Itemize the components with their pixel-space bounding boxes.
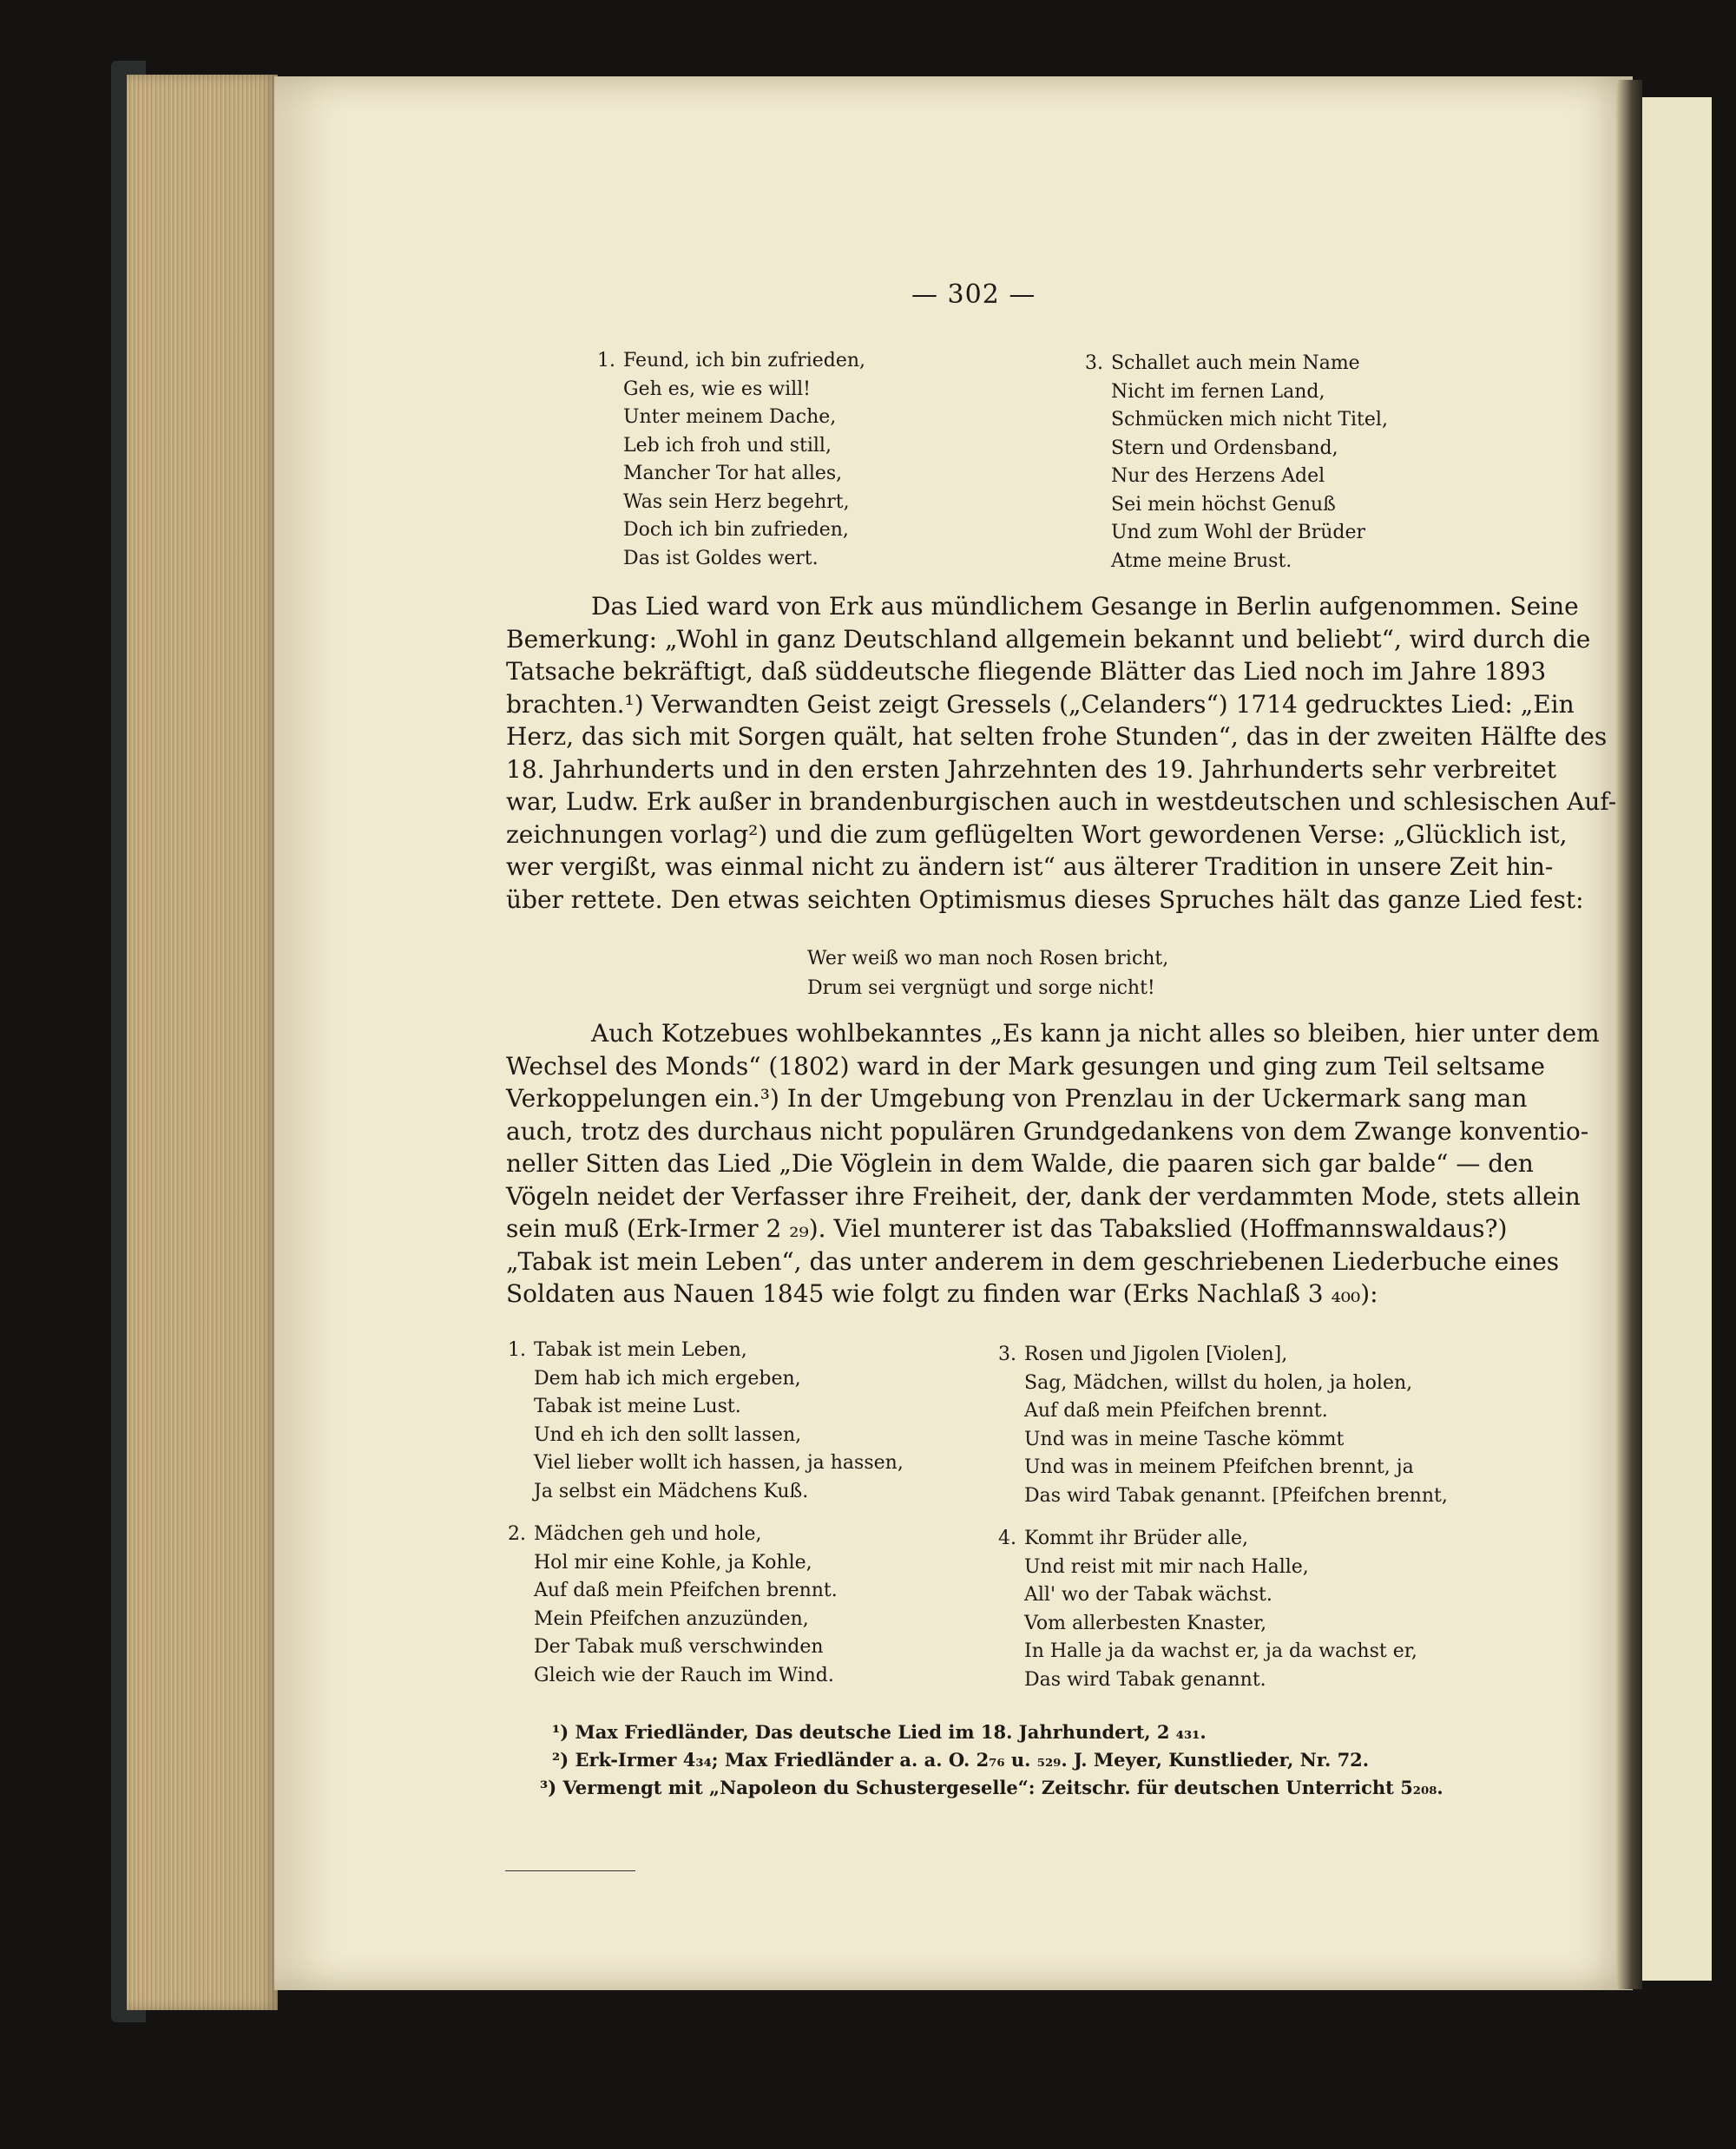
text-line: sein muß (Erk-Irmer 2 ₂₉). Viel munterer ist das Tabakslied (Hoffmannswaldaus?) (506, 1214, 1508, 1243)
footnote-2: ²) Erk-Irmer 4₃₄; Max Friedländer a. a. O. 2₇₆ u. ₅₂₉. J. Meyer, Kunstlieder, Nr. 72. (552, 1749, 1370, 1771)
verse-line: Sei mein höchst Genuß (1111, 493, 1336, 516)
page-edges (127, 75, 278, 2010)
text-line: „Tabak ist mein Leben“, das unter anderem in dem geschriebenen Liederbuche eines (506, 1246, 1560, 1276)
stanza-number: 4. (998, 1528, 1016, 1549)
verse-line: Unter meinem Dache, (623, 406, 837, 428)
verse-line: Nicht im fernen Land, (1111, 380, 1325, 403)
verse-line: In Halle ja da wachst er, ja da wachst er, (1024, 1640, 1417, 1662)
poem1-stanza1 (597, 347, 865, 573)
stanza-number: 2. (508, 1523, 526, 1545)
text-line: Wechsel des Monds“ (1802) ward in der Mark gesungen und ging zum Teil seltsame (506, 1051, 1545, 1081)
text-line: Das Lied ward von Erk aus mündlichem Gesange in Berlin aufgenommen. Seine (591, 592, 1579, 621)
verse-line: Und was in meinem Pfeifchen brennt, ja (1024, 1456, 1414, 1478)
verse-line: All' wo der Tabak wächst. (1024, 1584, 1272, 1606)
verse-line: Mancher Tor hat alles, (623, 463, 843, 484)
text-line: Vögeln neidet der Verfasser ihre Freiheit, der, dank der verdammten Mode, stets allein (506, 1181, 1581, 1211)
stanza-number: 1. (508, 1339, 526, 1361)
verse-line: Der Tabak muß verschwinden (534, 1636, 824, 1658)
verse-line: Nur des Herzens Adel (1111, 465, 1325, 487)
verse-line: Doch ich bin zufrieden, (623, 519, 849, 541)
text-line: neller Sitten das Lied „Die Vöglein in dem Walde, die paaren sich gar balde“ — den (506, 1149, 1534, 1178)
verse-line: Und zum Wohl der Brüder (1111, 522, 1366, 543)
poem2-stanza4 (998, 1525, 1417, 1694)
poem1-stanza3 (1085, 350, 1388, 575)
verse-line: Auf daß mein Pfeifchen brennt. (1024, 1400, 1328, 1422)
verse-line: Vom allerbesten Knaster, (1024, 1612, 1267, 1634)
verse-line: Viel lieber wollt ich hassen, ja hassen, (534, 1452, 904, 1474)
footnotes (540, 1719, 1443, 1802)
verse-line: Was sein Herz begehrt, (623, 490, 850, 513)
verse-line: Atme meine Brust. (1111, 549, 1292, 572)
verse-line: Hol mir eine Kohle, ja Kohle, (534, 1551, 812, 1574)
verse-line: Tabak ist mein Leben, (534, 1339, 747, 1361)
text-line: Tatsache bekräftigt, daß süddeutsche fliegende Blätter das Lied noch im Jahre 1893 (506, 657, 1547, 686)
poem2-stanza1 (508, 1337, 904, 1506)
poem2-stanza2 (508, 1521, 838, 1690)
text-line: war, Ludw. Erk außer in brandenburgischen auch in westdeutschen und schlesischen Auf- (506, 787, 1617, 816)
verse-line: Das wird Tabak genannt. (1024, 1668, 1266, 1691)
paragraph-2 (506, 1017, 1600, 1311)
page-gutter (1616, 80, 1642, 1989)
verse-line: Das wird Tabak genannt. [Pfeifchen brennt, (1024, 1484, 1448, 1507)
page-number: — 302 — (911, 279, 1036, 310)
verse-line: Mädchen geh und hole, (534, 1523, 762, 1545)
stanza-number: 3. (1085, 352, 1103, 374)
verse-line: Drum sei vergnügt und sorge nicht! (807, 977, 1155, 999)
footnote-rule (505, 1870, 635, 1871)
facing-page-edge (1642, 97, 1712, 1981)
verse-line: Ja selbst ein Mädchens Kuß. (534, 1480, 809, 1502)
verse-line: Geh es, wie es will! (623, 378, 812, 400)
verse-line: Kommt ihr Brüder alle, (1024, 1528, 1249, 1549)
verse-line: Schmücken mich nicht Titel, (1111, 409, 1388, 430)
verse-line: Gleich wie der Rauch im Wind. (534, 1664, 834, 1686)
text-line: Herz, das sich mit Sorgen quält, hat selten frohe Stunden“, das in der zweiten Hälfte des (506, 722, 1608, 751)
verse-line: Dem hab ich mich ergeben, (534, 1367, 801, 1390)
footnote-1: ¹) Max Friedländer, Das deutsche Lied im 18. Jahrhundert, 2 ₄₃₁. (552, 1721, 1207, 1743)
quoted-verse (807, 944, 1168, 1003)
verse-line: Auf daß mein Pfeifchen brennt. (534, 1580, 838, 1601)
poem2-stanza3 (998, 1341, 1448, 1510)
text-line: brachten.¹) Verwandten Geist zeigt Gressels („Celanders“) 1714 gedrucktes Lied: „Ein (506, 689, 1575, 719)
paragraph-1 (506, 590, 1617, 916)
verse-line: Feund, ich bin zufrieden, (623, 350, 866, 371)
verse-line: Rosen und Jigolen [Violen], (1024, 1344, 1288, 1365)
verse-line: Tabak ist meine Lust. (534, 1396, 741, 1417)
verse-line: Wer weiß wo man noch Rosen bricht, (807, 948, 1169, 969)
verse-line: Und reist mit mir nach Halle, (1024, 1555, 1309, 1578)
text-line: 18. Jahrhunderts und in den ersten Jahrzehnten des 19. Jahrhunderts sehr verbreitet (506, 754, 1557, 784)
text-line: Soldaten aus Nauen 1845 wie folgt zu finden war (Erks Nachlaß 3 ₄₀₀): (506, 1279, 1378, 1308)
footnote-3: ³) Vermengt mit „Napoleon du Schustergeselle“: Zeitschr. für deutschen Unterricht 5₂₀₈. (540, 1777, 1443, 1798)
verse-line: Leb ich froh und still, (623, 434, 832, 457)
text-line: über rettete. Den etwas seichten Optimismus dieses Spruches hält das ganze Lied fest: (506, 884, 1584, 914)
text-line: zeichnungen vorlag²) und die zum geflügelten Wort gewordenen Verse: „Glücklich ist, (506, 819, 1568, 849)
verse-line: Und eh ich den sollt lassen, (534, 1423, 802, 1446)
text-line: auch, trotz des durchaus nicht populären Grundgedankens von dem Zwange konventio- (506, 1116, 1589, 1146)
text-line: wer vergißt, was einmal nicht zu ändern ist“ aus älterer Tradition in unsere Zeit hin- (506, 852, 1554, 881)
stanza-number: 3. (998, 1344, 1016, 1365)
verse-line: Sag, Mädchen, willst du holen, ja holen, (1024, 1371, 1413, 1394)
text-line: Auch Kotzebues wohlbekanntes „Es kann ja nicht alles so bleiben, hier unter dem (591, 1019, 1600, 1048)
text-line: Verkoppelungen ein.³) In der Umgebung von Prenzlau in der Uckermark sang man (506, 1084, 1528, 1113)
verse-line: Mein Pfeifchen anzuzünden, (534, 1607, 809, 1630)
stanza-number: 1. (597, 350, 615, 371)
verse-line: Schallet auch mein Name (1111, 352, 1360, 374)
verse-line: Das ist Goldes wert. (623, 547, 819, 569)
verse-line: Stern und Ordensband, (1111, 437, 1338, 459)
verse-line: Und was in meine Tasche kömmt (1024, 1428, 1345, 1450)
text-line: Bemerkung: „Wohl in ganz Deutschland allgemein bekannt und beliebt“, wird durch die (506, 624, 1591, 654)
